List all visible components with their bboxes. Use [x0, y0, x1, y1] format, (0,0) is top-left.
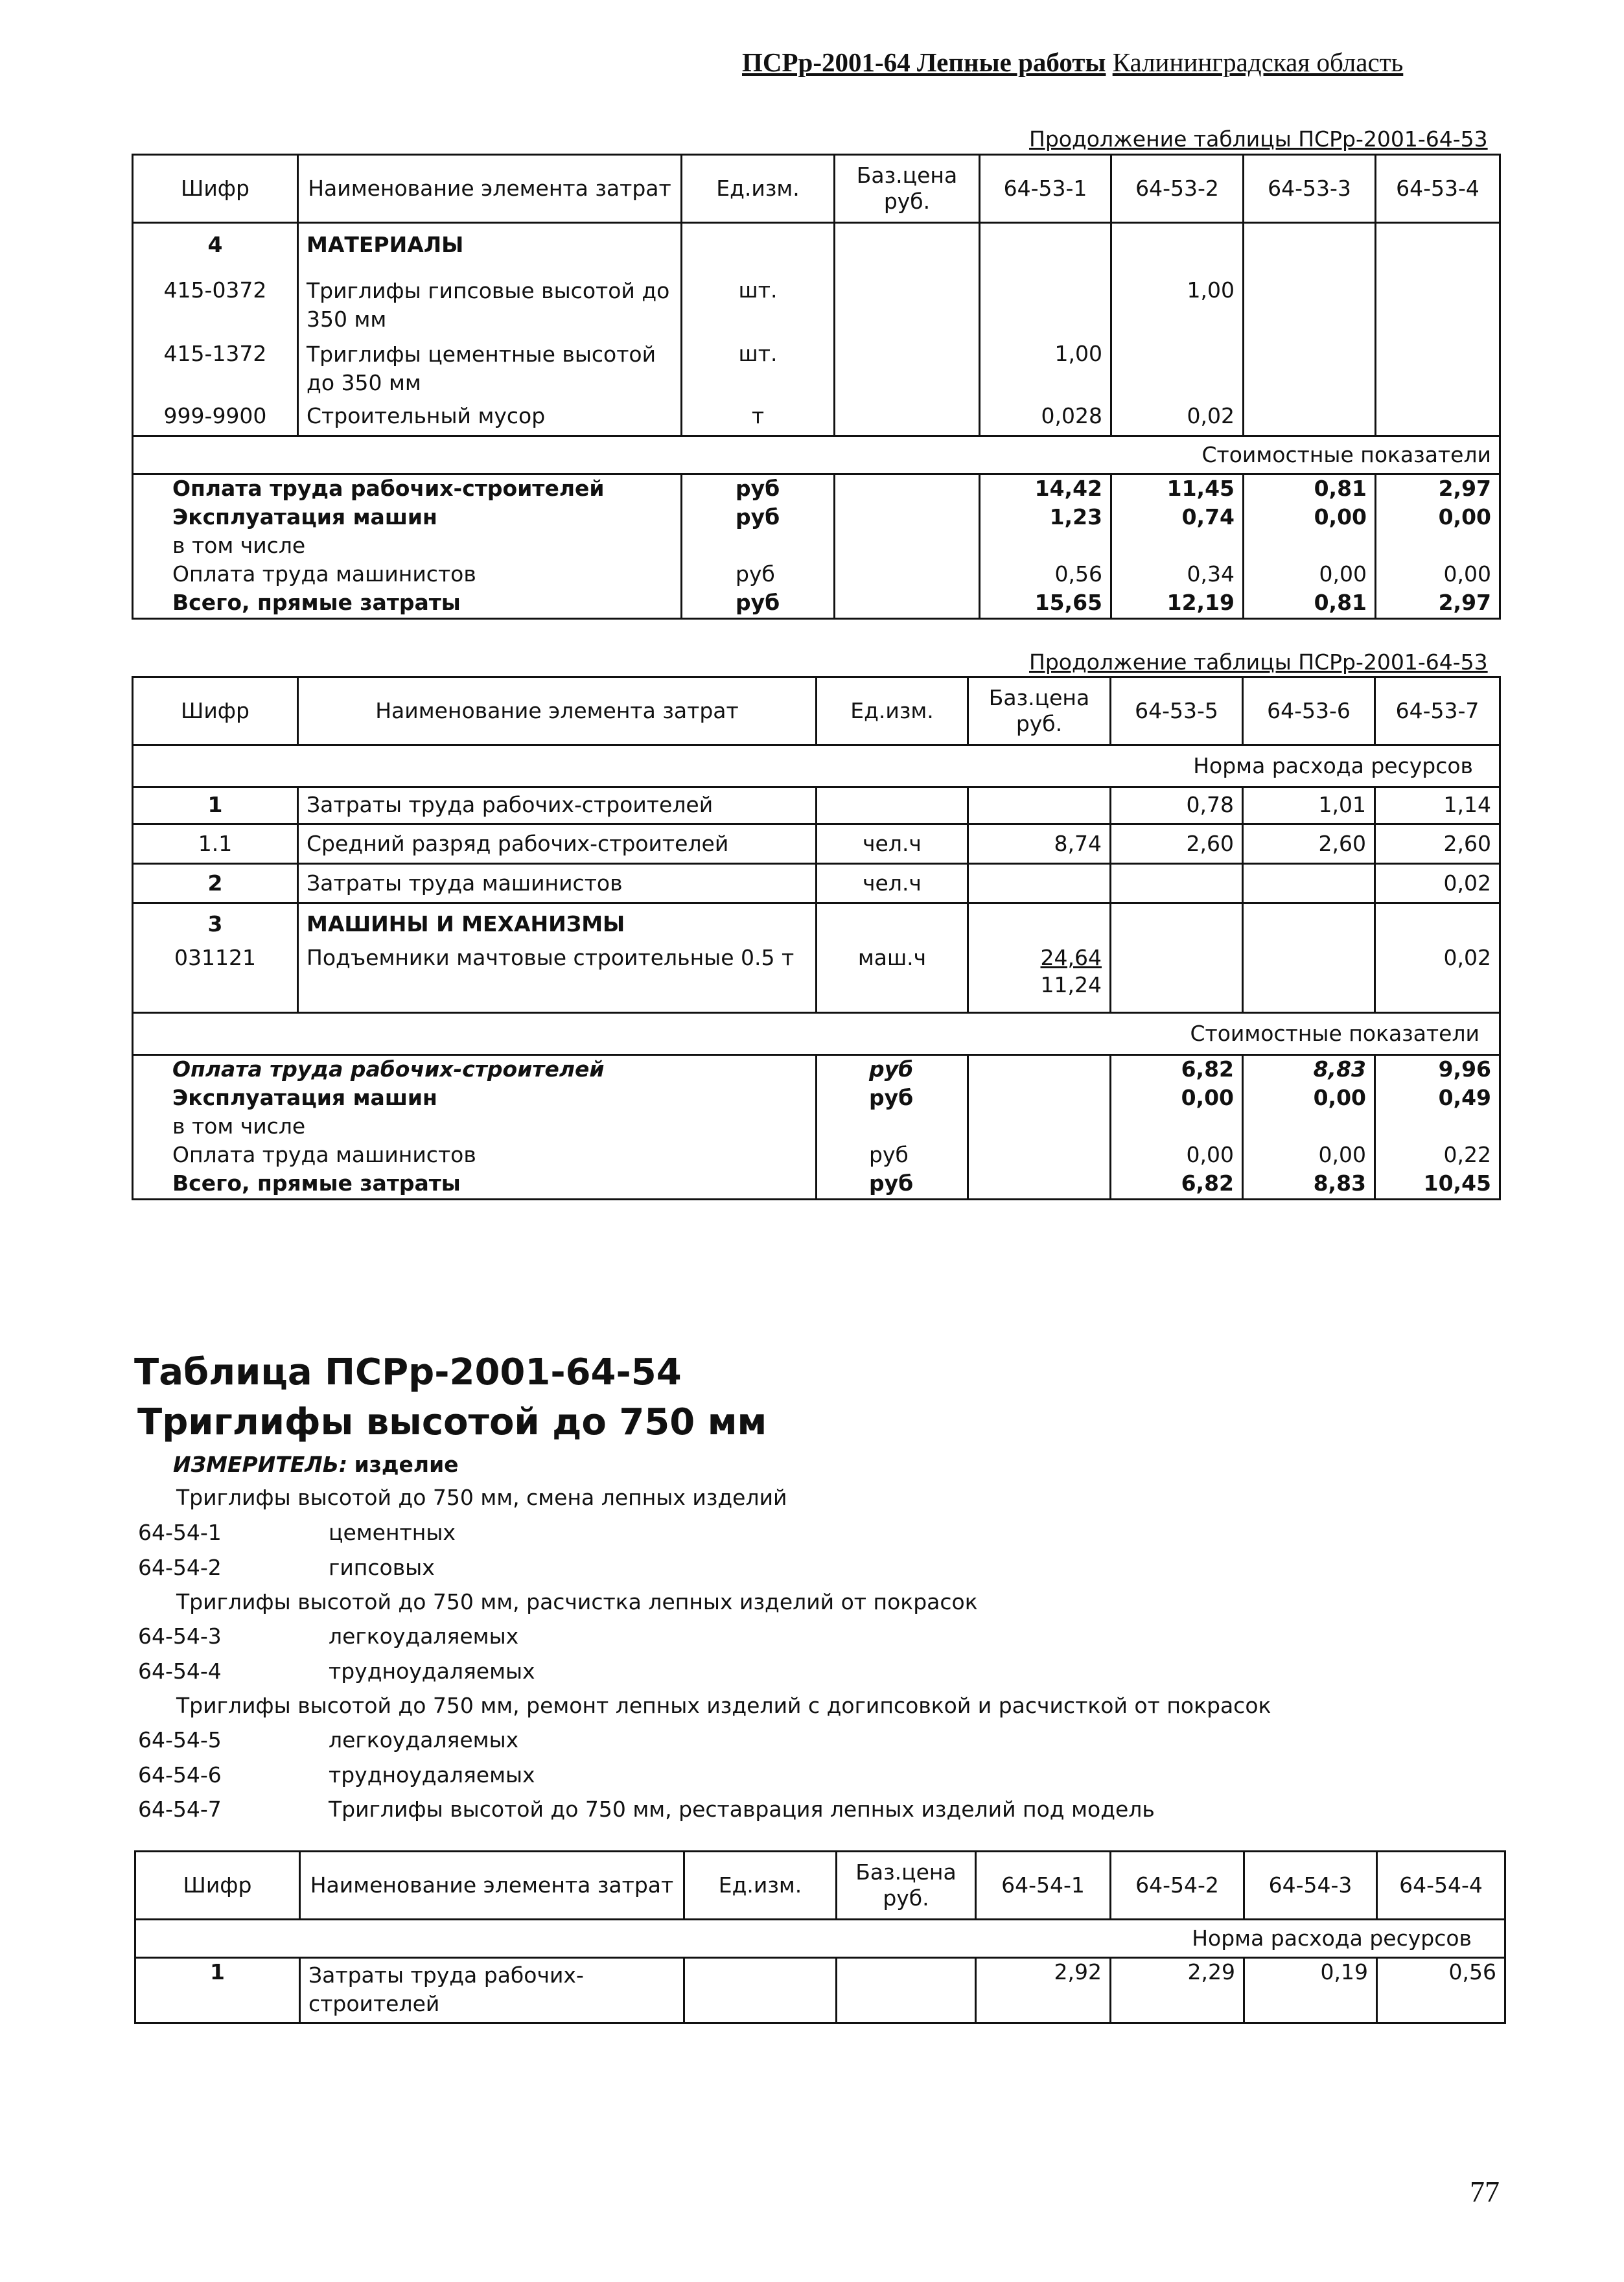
row-price — [968, 787, 1111, 824]
cost-unit: руб — [682, 589, 835, 619]
cost-name: Всего, прямые затраты — [133, 589, 682, 619]
row-value: 2,92 — [976, 1958, 1111, 2023]
col-header: 64-53-6 — [1243, 677, 1375, 745]
row-code: 1.1 — [133, 824, 298, 864]
col-header: Наименование элемента затрат — [300, 1852, 684, 1920]
desc-code: 64-54-1 — [138, 1520, 222, 1545]
cost-value: 0,00 — [1376, 504, 1500, 532]
table3-header-row — [135, 1852, 1505, 1920]
desc-text: легкоудаляемых — [329, 1727, 519, 1752]
col-header: Баз.цена руб. — [968, 677, 1111, 745]
col-header: 64-53-2 — [1111, 155, 1244, 223]
row-value — [1111, 944, 1243, 1013]
cost-value: 0,74 — [1111, 504, 1244, 532]
row-name: Средний разряд рабочих-строителей — [298, 824, 817, 864]
cost-unit: руб — [682, 561, 835, 589]
table-row — [133, 864, 1500, 903]
cost-value: 0,00 — [1243, 1084, 1375, 1113]
row-value: 0,19 — [1244, 1958, 1377, 2023]
cost-value: 14,42 — [980, 474, 1111, 504]
row-unit — [684, 1958, 837, 2023]
cost-value: 2,97 — [1376, 589, 1500, 619]
desc-text: цементных — [329, 1520, 456, 1545]
cost-value: 0,22 — [1375, 1141, 1500, 1170]
cost-value: 6,82 — [1111, 1055, 1243, 1085]
row-name: Подъемники мачтовые строительные 0.5 т — [298, 944, 817, 1013]
cost-name: Эксплуатация машин — [133, 1084, 817, 1113]
table1-cost-caption-row — [133, 436, 1500, 474]
desc-intro: Триглифы высотой до 750 мм, ремонт лепных изделий с догипсовкой и расчисткой от покрасок — [176, 1693, 1271, 1718]
row-code: 415-1372 — [133, 340, 298, 402]
cost-row — [133, 1084, 1500, 1113]
cost-caption: Стоимостные показатели — [133, 436, 1500, 474]
table1-section-row — [133, 223, 1500, 277]
row-unit: маш.ч — [817, 944, 968, 1013]
norm-caption: Норма расхода ресурсов — [135, 1920, 1505, 1958]
cost-unit: руб — [682, 474, 835, 504]
cost-value: 0,00 — [1376, 561, 1500, 589]
table2-norm-caption-row — [133, 745, 1500, 787]
row-price — [835, 277, 980, 340]
norm-caption: Норма расхода ресурсов — [133, 745, 1500, 787]
table-row — [133, 824, 1500, 864]
table2-cost-caption-row — [133, 1013, 1500, 1055]
table3 — [134, 1850, 1506, 2024]
col-header: 64-54-2 — [1111, 1852, 1244, 1920]
cost-value: 8,83 — [1243, 1170, 1375, 1200]
row-price — [835, 340, 980, 402]
row-value: 1,14 — [1375, 787, 1500, 824]
cost-value: 0,81 — [1244, 589, 1376, 619]
cost-value: 15,65 — [980, 589, 1111, 619]
header-code-title: ПСРр-2001-64 Лепные работы — [742, 47, 1106, 77]
cost-row — [133, 1170, 1500, 1200]
desc-code: 64-54-5 — [138, 1727, 222, 1752]
table-row — [133, 787, 1500, 824]
section-name: МАШИНЫ И МЕХАНИЗМЫ — [298, 903, 817, 945]
section-subtitle: Триглифы высотой до 750 мм — [137, 1401, 767, 1443]
row-value — [1244, 402, 1376, 436]
row-value — [1376, 340, 1500, 402]
table1 — [132, 154, 1501, 620]
col-header: 64-53-4 — [1376, 155, 1500, 223]
cost-value: 8,83 — [1243, 1055, 1375, 1085]
row-price — [835, 402, 980, 436]
cost-value: 0,34 — [1111, 561, 1244, 589]
cost-unit: руб — [817, 1055, 968, 1085]
desc-text: трудноудаляемых — [329, 1659, 535, 1684]
col-header: 64-53-5 — [1111, 677, 1243, 745]
row-price — [968, 864, 1111, 903]
cost-name: Эксплуатация машин — [133, 504, 682, 532]
desc-code: 64-54-4 — [138, 1659, 222, 1684]
row-code: 031121 — [133, 944, 298, 1013]
col-header: Шифр — [135, 1852, 300, 1920]
table-row — [133, 944, 1500, 1013]
table-row — [135, 1958, 1505, 2023]
cost-row — [133, 532, 1500, 561]
table-row — [133, 402, 1500, 436]
cost-value: 0,00 — [1244, 561, 1376, 589]
row-code: 1 — [135, 1958, 300, 2023]
cost-name: в том числе — [133, 1113, 817, 1141]
table2-header-row — [133, 677, 1500, 745]
row-name: Затраты труда машинистов — [298, 864, 817, 903]
row-name: Триглифы цементные высотой до 350 мм — [298, 340, 682, 402]
desc-code: 64-54-7 — [138, 1797, 222, 1822]
cost-value: 0,56 — [980, 561, 1111, 589]
header-region: Калининградская область — [1112, 47, 1404, 77]
table-row — [133, 277, 1500, 340]
row-value: 0,02 — [1375, 864, 1500, 903]
row-name: Триглифы гипсовые высотой до 350 мм — [298, 277, 682, 340]
table2 — [132, 676, 1501, 1200]
desc-intro: Триглифы высотой до 750 мм, расчистка лепных изделий от покрасок — [176, 1589, 978, 1614]
col-header: Наименование элемента затрат — [298, 155, 682, 223]
row-value: 0,02 — [1375, 944, 1500, 1013]
table2-caption: Продолжение таблицы ПСРр-2001-64-53 — [1029, 649, 1488, 675]
page-header — [742, 47, 1403, 78]
row-value — [1243, 864, 1375, 903]
table1-caption: Продолжение таблицы ПСРр-2001-64-53 — [1029, 126, 1488, 152]
row-value — [1376, 277, 1500, 340]
col-header: Шифр — [133, 677, 298, 745]
row-value: 2,60 — [1243, 824, 1375, 864]
cost-unit: руб — [682, 504, 835, 532]
cost-value: 0,00 — [1111, 1084, 1243, 1113]
cost-name: Оплата труда машинистов — [133, 561, 682, 589]
col-header: Ед.изм. — [817, 677, 968, 745]
row-value — [1111, 340, 1244, 402]
cost-value: 11,45 — [1111, 474, 1244, 504]
cost-value: 0,00 — [1244, 504, 1376, 532]
desc-text: легкоудаляемых — [329, 1624, 519, 1649]
cost-row — [133, 1113, 1500, 1141]
price-bottom: 11,24 — [1040, 972, 1102, 997]
desc-text: Триглифы высотой до 750 мм, реставрация лепных изделий под модель — [329, 1797, 1155, 1822]
row-value: 1,01 — [1243, 787, 1375, 824]
cost-row — [133, 504, 1500, 532]
row-unit: шт. — [682, 277, 835, 340]
row-name: Строительный мусор — [298, 402, 682, 436]
cost-value: 10,45 — [1375, 1170, 1500, 1200]
col-header: Шифр — [133, 155, 298, 223]
col-header: 64-53-1 — [980, 155, 1111, 223]
row-value: 1,00 — [980, 340, 1111, 402]
price-top: 24,64 — [1040, 945, 1102, 970]
row-code: 415-0372 — [133, 277, 298, 340]
section-code: 4 — [133, 223, 298, 277]
page-number: 77 — [1470, 2175, 1500, 2208]
cost-value: 0,81 — [1244, 474, 1376, 504]
row-unit: т — [682, 402, 835, 436]
row-value: 0,78 — [1111, 787, 1243, 824]
desc-code: 64-54-6 — [138, 1762, 222, 1787]
col-header: Ед.изм. — [682, 155, 835, 223]
row-price — [968, 944, 1111, 1013]
table-row — [133, 340, 1500, 402]
table1-header-row — [133, 155, 1500, 223]
section-name: МАТЕРИАЛЫ — [298, 223, 682, 277]
cost-name: Оплата труда машинистов — [133, 1141, 817, 1170]
cost-value: 12,19 — [1111, 589, 1244, 619]
col-header: Баз.цена руб. — [837, 1852, 976, 1920]
row-value — [980, 277, 1111, 340]
cost-value: 0,00 — [1111, 1141, 1243, 1170]
cost-name: Всего, прямые затраты — [133, 1170, 817, 1200]
cost-value: 6,82 — [1111, 1170, 1243, 1200]
col-header: 64-53-3 — [1244, 155, 1376, 223]
row-value — [1243, 944, 1375, 1013]
cost-caption: Стоимостные показатели — [133, 1013, 1500, 1055]
cost-value: 9,96 — [1375, 1055, 1500, 1085]
row-value — [1244, 277, 1376, 340]
row-price: 8,74 — [968, 824, 1111, 864]
desc-intro: Триглифы высотой до 750 мм, смена лепных изделий — [176, 1485, 787, 1510]
col-header: 64-54-3 — [1244, 1852, 1377, 1920]
cost-unit: руб — [817, 1084, 968, 1113]
cost-value: 1,23 — [980, 504, 1111, 532]
desc-code: 64-54-3 — [138, 1624, 222, 1649]
row-value: 2,60 — [1111, 824, 1243, 864]
row-code: 2 — [133, 864, 298, 903]
row-name: Затраты труда рабочих-строителей — [298, 787, 817, 824]
cost-value: 0,49 — [1375, 1084, 1500, 1113]
cost-value: 2,97 — [1376, 474, 1500, 504]
row-price — [837, 1958, 976, 2023]
row-name: Затраты труда рабочих-строителей — [300, 1958, 684, 2023]
cost-row — [133, 589, 1500, 619]
row-value: 0,56 — [1377, 1958, 1505, 2023]
cost-unit: руб — [817, 1141, 968, 1170]
cost-value: 0,00 — [1243, 1141, 1375, 1170]
cost-row — [133, 1055, 1500, 1085]
row-value: 2,60 — [1375, 824, 1500, 864]
row-code: 999-9900 — [133, 402, 298, 436]
cost-row — [133, 1141, 1500, 1170]
cost-name: в том числе — [133, 532, 682, 561]
section-code: 3 — [133, 903, 298, 945]
row-value — [1376, 402, 1500, 436]
cost-row — [133, 474, 1500, 504]
row-value: 1,00 — [1111, 277, 1244, 340]
col-header: Баз.цена руб. — [835, 155, 980, 223]
cost-unit: руб — [817, 1170, 968, 1200]
table3-norm-caption-row — [135, 1920, 1505, 1958]
row-value — [1244, 340, 1376, 402]
desc-code: 64-54-2 — [138, 1555, 222, 1580]
cost-row — [133, 561, 1500, 589]
measure-line — [173, 1452, 459, 1477]
row-code: 1 — [133, 787, 298, 824]
row-unit — [817, 787, 968, 824]
row-value: 0,028 — [980, 402, 1111, 436]
col-header: 64-54-1 — [976, 1852, 1111, 1920]
cost-name: Оплата труда рабочих-строителей — [133, 474, 682, 504]
table2-section-row — [133, 903, 1500, 945]
cost-name: Оплата труда рабочих-строителей — [133, 1055, 817, 1085]
measure-label: ИЗМЕРИТЕЛЬ: — [173, 1452, 348, 1477]
row-unit: чел.ч — [817, 864, 968, 903]
row-unit: чел.ч — [817, 824, 968, 864]
col-header: Наименование элемента затрат — [298, 677, 817, 745]
col-header: 64-53-7 — [1375, 677, 1500, 745]
desc-text: гипсовых — [329, 1555, 435, 1580]
row-value — [1111, 864, 1243, 903]
row-value: 0,02 — [1111, 402, 1244, 436]
measure-value: изделие — [354, 1452, 459, 1477]
row-unit: шт. — [682, 340, 835, 402]
section-title: Таблица ПСРр-2001-64-54 — [134, 1351, 682, 1393]
col-header: 64-54-4 — [1377, 1852, 1505, 1920]
desc-text: трудноудаляемых — [329, 1762, 535, 1787]
col-header: Ед.изм. — [684, 1852, 837, 1920]
row-value: 2,29 — [1111, 1958, 1244, 2023]
